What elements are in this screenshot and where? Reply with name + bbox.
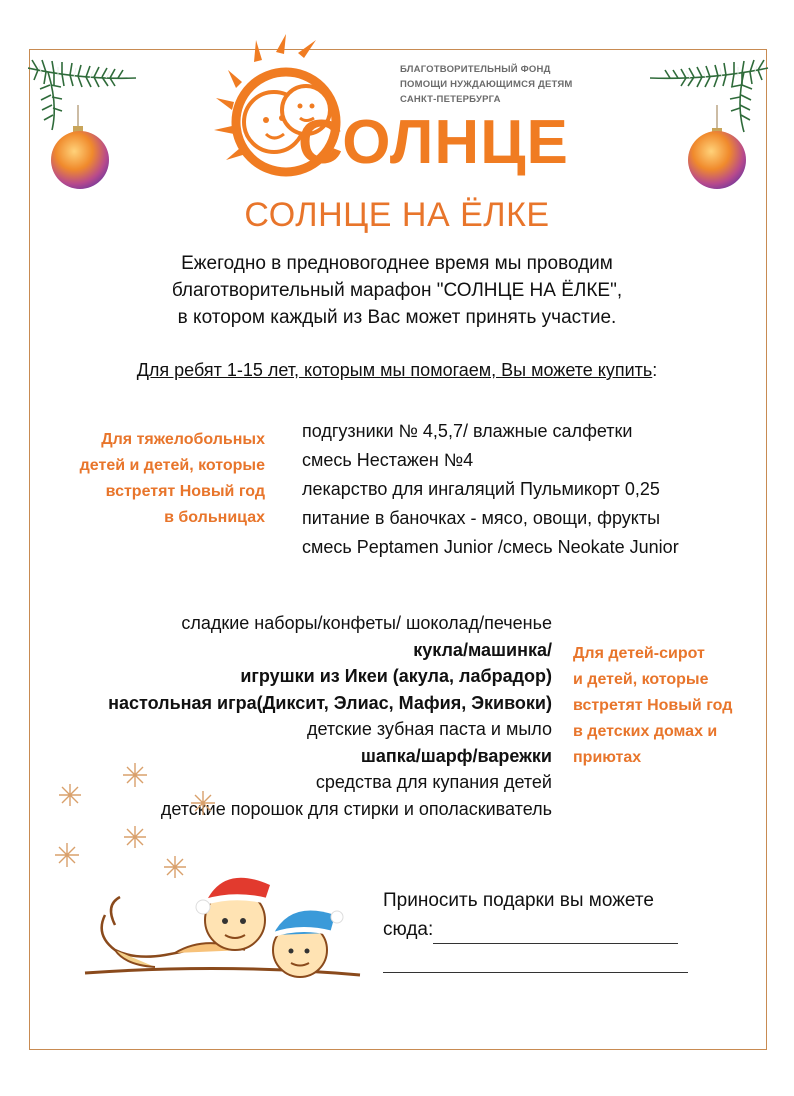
- orphan-note-line: встретят Новый год: [573, 697, 733, 714]
- orphan-note-line: и детей, которые: [573, 671, 709, 688]
- page-title: СОЛНЦЕ НА ЁЛКЕ: [244, 196, 550, 234]
- hospital-note-line: в больницах: [164, 509, 265, 526]
- address-blank-1: [433, 923, 678, 944]
- hospital-items: [302, 417, 772, 562]
- foundation-line-1: БЛАГОТВОРИТЕЛЬНЫЙ ФОНД: [400, 64, 551, 75]
- orphan-note-line: в детских домах и: [573, 723, 718, 740]
- list-item: сладкие наборы/конфеты/ шоколад/печенье: [181, 613, 552, 633]
- intro-line-2: благотворительный марафон "СОЛНЦЕ НА ЁЛКЕ",: [171, 280, 623, 301]
- hospital-note-line: Для тяжелобольных: [101, 431, 265, 448]
- brand-name: СОЛНЦЕ: [298, 108, 569, 177]
- subtitle-colon: :: [652, 360, 658, 380]
- list-item: настольная игра(Диксит, Элиас, Мафия, Экивоки): [108, 692, 552, 713]
- orphan-note: [573, 641, 758, 771]
- intro-line-3: в котором каждый из Вас может принять участие.: [177, 307, 617, 328]
- bring-line-3: [383, 944, 688, 973]
- intro-text: [0, 250, 794, 331]
- list-item: детские зубная паста и мыло: [306, 719, 552, 739]
- subtitle-text: Для ребят 1-15 лет, которым мы помогаем, Вы можете купить: [136, 360, 653, 380]
- list-item: игрушки из Икеи (акула, лабрадор): [240, 666, 552, 686]
- pine-branch-left-icon: [28, 50, 138, 195]
- orphan-note-line: Для детей-сирот: [573, 645, 705, 662]
- foundation-line-3: САНКТ-ПЕТЕРБУРГА: [400, 94, 501, 105]
- bring-line-2: [383, 915, 688, 944]
- list-item: питание в баночках - мясо, овощи, фрукты: [302, 508, 661, 528]
- hospital-note-line: детей и детей, которые: [79, 457, 265, 474]
- orphan-note-line: приютах: [573, 749, 642, 766]
- foundation-line-2: ПОМОЩИ НУЖДАЮЩИМСЯ ДЕТЯМ: [400, 79, 573, 90]
- list-item: средства для купания детей: [315, 772, 552, 792]
- foundation-name: [400, 62, 610, 107]
- list-item: смесь Нестажен №4: [302, 450, 474, 470]
- hospital-note: [40, 427, 265, 531]
- pine-branch-right-icon: [640, 50, 770, 195]
- list-item: кукла/машинка/: [413, 639, 552, 660]
- subtitle: [0, 360, 794, 381]
- bring-gifts: [383, 886, 688, 973]
- list-item: смесь Peptamen Junior /смесь Neokate Junior: [302, 537, 679, 557]
- intro-line-1: Ежегодно в предновогоднее время мы проводим: [181, 253, 613, 274]
- list-item: подгузники № 4,5,7/ влажные салфетки: [302, 421, 633, 441]
- address-blank-2: [383, 952, 688, 973]
- bring-label: сюда:: [383, 919, 434, 940]
- bring-line-1: Приносить подарки вы можете: [383, 890, 654, 911]
- kids-illustration-icon: [75, 855, 365, 1005]
- list-item: шапка/шарф/варежки: [360, 745, 552, 766]
- list-item: лекарство для ингаляций Пульмикорт 0,25: [302, 479, 660, 499]
- list-item: детские порошок для стирки и ополаскиватель: [160, 798, 552, 819]
- hospital-note-line: встретят Новый год: [105, 483, 265, 500]
